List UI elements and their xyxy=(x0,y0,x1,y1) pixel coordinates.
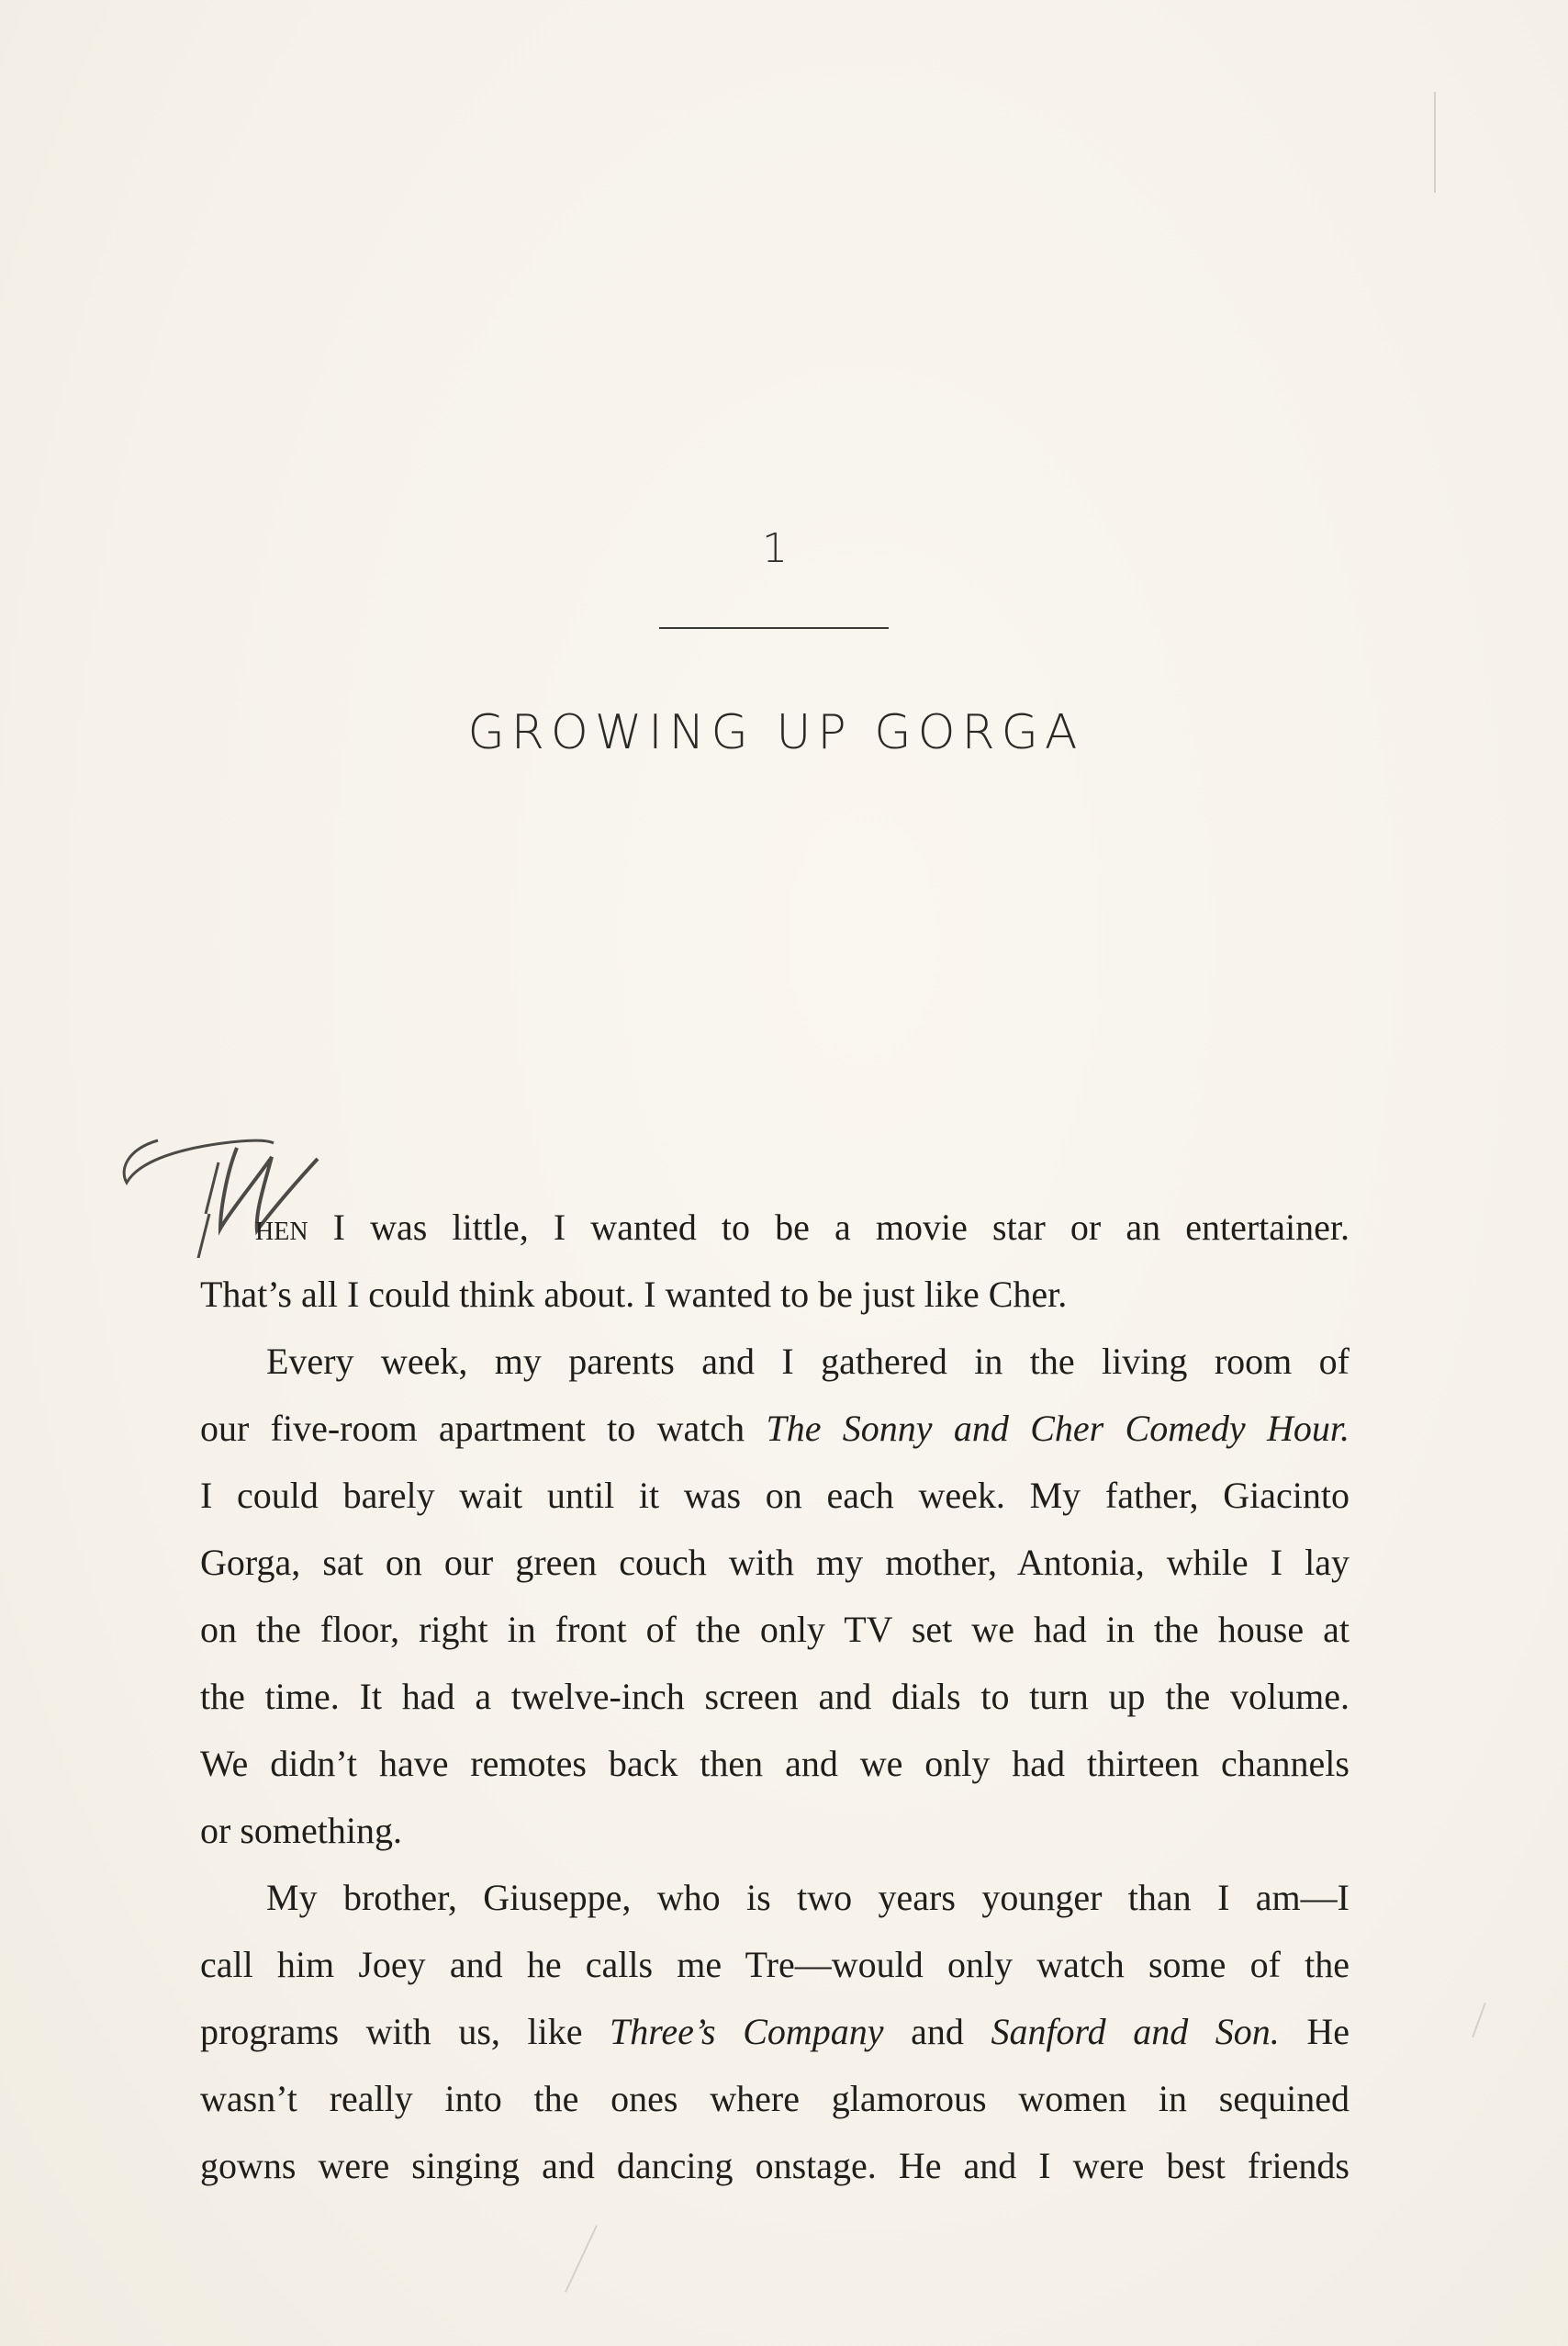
body-text xyxy=(200,1194,1350,2199)
text-line-12: call him Joey and he calls me Tre—would only watch some of the xyxy=(200,1944,1350,1985)
paper-mark xyxy=(1434,92,1436,193)
text-line-3: Every week, my parents and I gathered in the living room of xyxy=(266,1341,1350,1382)
chapter-title: GROWING UP GORGA xyxy=(467,705,1084,760)
show-title: Three’s Company xyxy=(610,2011,884,2052)
chapter-number: 1 xyxy=(762,525,790,572)
line-text: I was little, I wanted to be a movie star or an entertainer. xyxy=(308,1207,1350,1248)
line-text: programs with us, like xyxy=(200,2011,610,2052)
text-line-9: We didn’t have remotes back then and we only had thirteen channels xyxy=(200,1743,1350,1784)
text-line-7: on the floor, right in front of the only TV set we had in the house at xyxy=(200,1609,1350,1650)
text-line-10: or something. xyxy=(200,1810,402,1851)
text-line-5: I could barely wait until it was on each week. My father, Giacinto xyxy=(200,1475,1350,1516)
lead-word: hen xyxy=(255,1207,308,1248)
text-line-2: That’s all I could think about. I wanted to be just like Cher. xyxy=(200,1274,1068,1315)
line-text: and xyxy=(883,2011,991,2052)
text-line-1 xyxy=(200,1194,1350,1261)
text-line-11: My brother, Giuseppe, who is two years younger than I am—I xyxy=(266,1877,1350,1918)
line-text: our five-room apartment to watch xyxy=(200,1408,767,1449)
text-line-14: wasn’t really into the ones where glamorous women in sequined xyxy=(200,2078,1350,2119)
show-title: The Sonny and Cher Comedy Hour. xyxy=(766,1408,1350,1449)
text-line-4 xyxy=(200,1395,1350,1462)
text-line-6: Gorga, sat on our green couch with my mother, Antonia, while I lay xyxy=(200,1542,1350,1583)
text-line-15: gowns were singing and dancing onstage. He and I were best friends xyxy=(200,2145,1350,2186)
show-title: Sanford and Son. xyxy=(991,2011,1280,2052)
paper-mark xyxy=(565,2225,598,2292)
chapter-divider xyxy=(659,627,889,629)
text-line-13 xyxy=(200,1998,1350,2065)
text-line-8: the time. It had a twelve-inch screen and dials to turn up the volume. xyxy=(200,1676,1350,1717)
paper-mark xyxy=(1472,2003,1486,2037)
line-text: He xyxy=(1279,2011,1350,2052)
